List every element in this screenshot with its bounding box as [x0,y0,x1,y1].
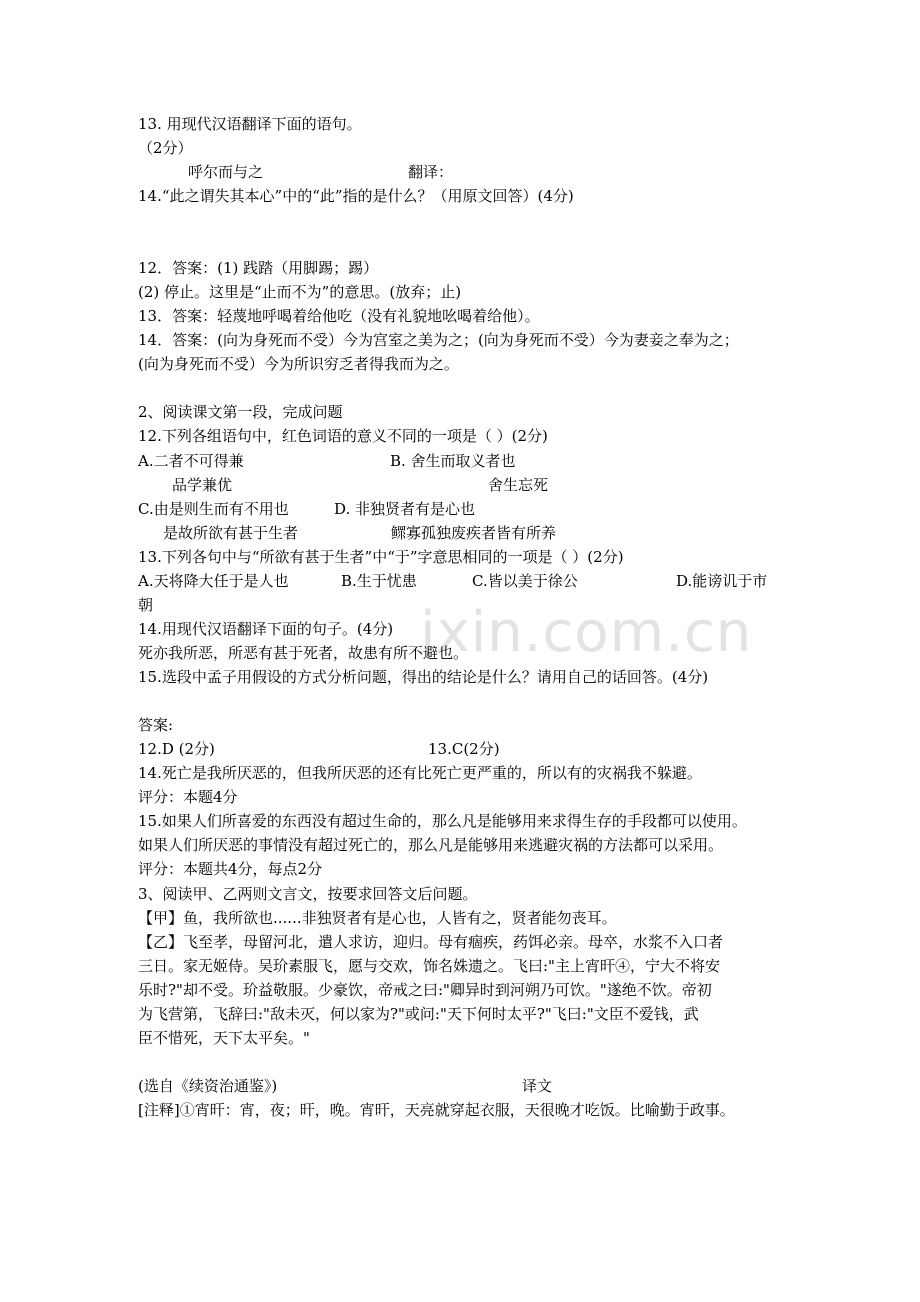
text-line: 15.选段中孟子用假设的方式分析问题，得出的结论是什么？请用自己的话回答。(4分) [138,668,709,686]
text-line: 鳏寡孤独废疾者皆有所养 [391,524,557,542]
text-line: 是故所欲有甚于生者 [163,524,299,542]
text-line: B. 舍生而取义者也 [390,452,516,470]
text-line: D.能谤讥于市 [676,572,768,590]
text-line: C.由是则生而有不用也 [138,500,289,518]
text-line: 13．答案：轻蔑地呼喝着给他吃（没有礼貌地吆喝着给他）。 [138,307,540,325]
text-line: 13.C(2分) [428,740,500,758]
text-line: 答案: [138,716,174,734]
text-line: 12.下列各组语句中，红色词语的意义不同的一项是（ ）(2分) [138,427,548,445]
text-line: 死亦我所恶，所恶有甚于死者，故患有所不避也。 [138,644,469,662]
text-line: 14.死亡是我所厌恶的，但我所厌恶的还有比死亡更严重的，所以有的灾祸我不躲避。 [138,764,702,782]
text-line: 【甲】鱼，我所欲也......非独贤者有是心也，人皆有之，贤者能勿丧耳。 [138,909,617,927]
text-line: 翻译： [408,163,454,181]
text-line: [注释]①宵旰：宵，夜；旰，晚。宵旰，天亮就穿起衣服，天很晚才吃饭。比喻勤于政事。 [138,1101,735,1119]
text-line: 13. 用现代汉语翻译下面的语句。 [138,115,362,133]
text-line: 13.下列各句中与“所欲有甚于生者”中“于”字意思相同的一项是（ ）(2分) [138,548,624,566]
text-line: 2、阅读课文第一段，完成问题 [138,403,343,421]
text-line: 14.用现代汉语翻译下面的句子。(4分) [138,620,394,638]
text-line: 14．答案：(向为身死而不受）今为宫室之美为之；(向为身死而不受）今为妻妾之奉为之； [138,331,739,349]
watermark: ixin.com.cn [420,600,753,665]
text-line: C.皆以美于徐公 [472,572,578,590]
text-line: （2分） [138,139,193,157]
text-line: (选自《续资治通鉴》) [138,1077,278,1095]
text-line: 14.“此之谓失其本心”中的“此”指的是什么？（用原文回答）(4分) [138,187,574,205]
text-line: A.天将降大任于是人也 [138,572,289,590]
text-line: 12.D (2分) [138,740,215,758]
text-line: 12．答案：(1) 践踏（用脚踢；踢） [138,259,379,277]
text-line: 为飞营第，飞辞曰:"敌未灭，何以家为?"或问:"天下何时太平?"飞曰:"文臣不爱钱，武 [138,1005,699,1023]
text-line: 如果人们所厌恶的事情没有超过死亡的，那么凡是能够用来逃避灾祸的方法都可以采用。 [138,836,724,854]
text-line: 3、阅读甲、乙两则文言文，按要求回答文后问题。 [138,885,478,903]
text-line: 【乙】飞至孝，母留河北，遣人求访，迎归。母有痼疾，药饵必亲。母卒，水浆不入口者 [138,933,724,951]
text-line: 臣不惜死，天下太平矣。" [138,1029,310,1047]
text-line: D. 非独贤者有是心也 [334,500,476,518]
text-line: (向为身死而不受）今为所识穷乏者得我而为之。 [138,355,459,373]
text-line: 15.如果人们所喜爱的东西没有超过生命的，那么凡是能够用来求得生存的手段都可以使用。 [138,812,747,830]
text-line: 舍生忘死 [488,476,549,494]
text-line: 品学兼优 [172,476,233,494]
text-line: 乐时?"却不受。玠益敬服。少豪饮，帝戒之曰:"卿异时到河朔乃可饮。"遂绝不饮。帝初 [138,981,712,999]
text-line: A.二者不可得兼 [138,452,244,470]
text-line: 评分：本题4分 [138,788,238,806]
text-line: 呼尔而与之 [188,163,264,181]
text-line: (2) 停止。这里是“止而不为”的意思。(放弃；止) [138,283,462,301]
text-line: 朝 [138,596,154,614]
text-line: B.生于忧患 [341,572,417,590]
text-line: 评分：本题共4分，每点2分 [138,860,323,878]
text-line: 三日。家无姬侍。吴玠素服飞，愿与交欢，饰名姝遗之。飞曰:"主上宵旰④，宁大不将安 [138,957,720,975]
text-line: 译文 [522,1077,553,1095]
